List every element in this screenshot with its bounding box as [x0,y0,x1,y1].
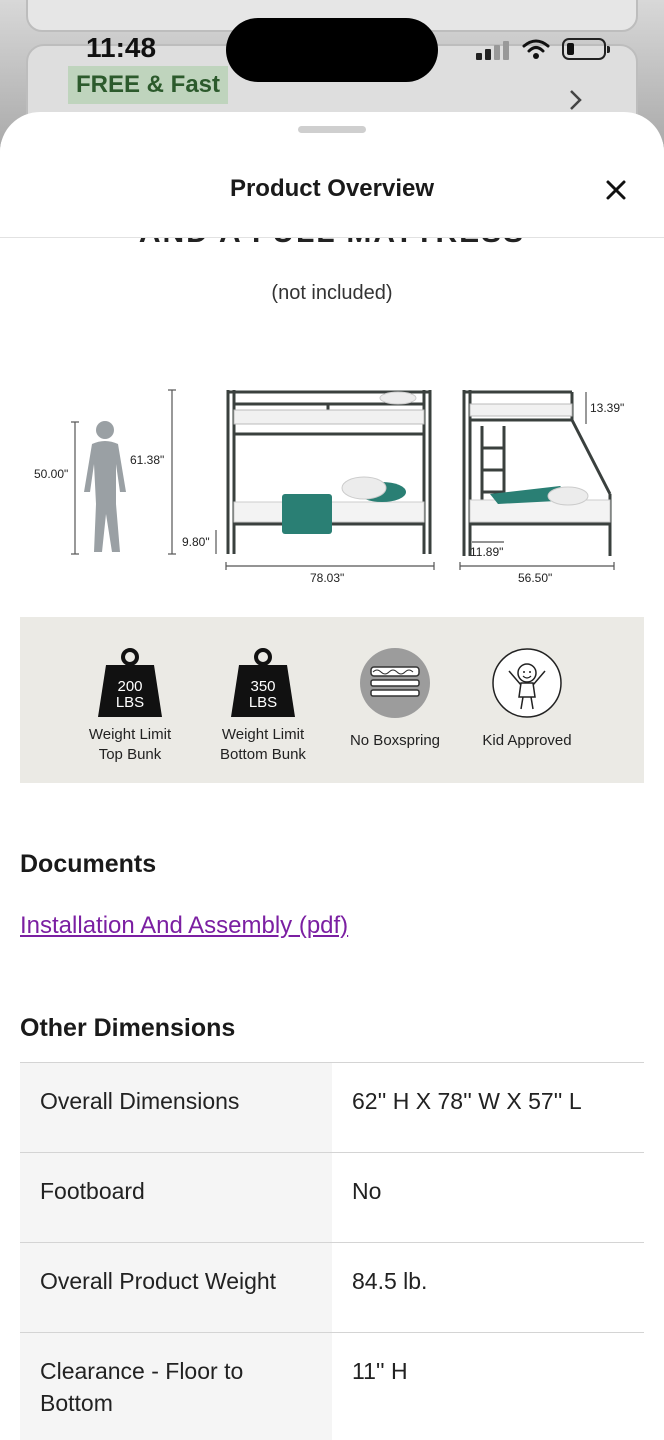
kid-icon [491,647,563,719]
table-row [20,1243,644,1333]
close-button[interactable] [598,172,634,208]
dynamic-island [226,18,438,82]
boxspring-icon [359,647,431,719]
status-time: 11:48 [86,32,157,63]
weight-icon [96,647,164,719]
documents-heading: Documents [20,850,157,878]
wifi-icon [522,38,550,60]
person-silhouette-icon [84,421,126,552]
features-panel [20,617,644,783]
feature-label: Kid Approved [482,732,572,749]
installation-assembly-link[interactable]: Installation And Assembly (pdf) [20,912,349,939]
battery-icon [562,38,606,60]
width-label: 56.50" [518,571,553,585]
table-row [20,1153,644,1243]
weight-unit: LBS [248,694,278,711]
shipping-badge: FREE & Fast [68,66,228,104]
weight-unit: LBS [115,694,145,711]
dimension-value: 62'' H X 78'' W X 57'' L [352,1088,582,1114]
feature-label: Weight Limit Top Bunk [88,726,172,763]
sheet-header [0,142,664,238]
dimension-value: No [352,1178,382,1204]
other-dimensions-heading: Other Dimensions [20,1014,236,1042]
weight-icon [229,647,297,719]
person-height-label: 50.00" [34,467,69,481]
feature-kid-approved [461,617,593,783]
feature-bottom-bunk-weight [197,617,329,783]
blanket [282,494,332,534]
cellular-signal-icon [476,40,510,60]
bottom-clearance-label: 9.80" [182,535,210,549]
dimension-value: 11'' H [352,1358,408,1384]
overview-subcaption: (not included) [271,282,393,304]
dimension-value: 84.5 lb. [352,1268,428,1294]
weight-value: 350 [250,678,276,695]
dimension-key: Footboard [20,1153,332,1242]
feature-top-bunk-weight [64,617,196,783]
feature-label: Weight Limit Bottom Bunk [220,726,306,763]
dimensions-table [20,1062,644,1440]
length-label: 78.03" [310,571,345,585]
sheet-title: Product Overview [229,175,435,202]
close-icon[interactable] [598,172,634,208]
table-row [20,1333,644,1440]
dimension-key: Clearance - Floor to Bottom [20,1333,332,1440]
dimension-key: Overall Dimensions [20,1063,332,1152]
guardrail-height-label: 13.39" [590,401,625,415]
ladder-width-label: 11.89" [470,545,504,559]
table-row [20,1063,644,1153]
weight-value: 200 [117,678,143,695]
feature-no-boxspring [329,617,461,783]
product-dimension-diagram [20,374,644,594]
sheet-grabber[interactable] [298,126,366,133]
product-overview-sheet [0,112,664,1440]
overall-height-label: 61.38" [130,453,165,467]
dimension-key: Overall Product Weight [20,1243,332,1332]
feature-label: No Boxspring [349,732,441,749]
